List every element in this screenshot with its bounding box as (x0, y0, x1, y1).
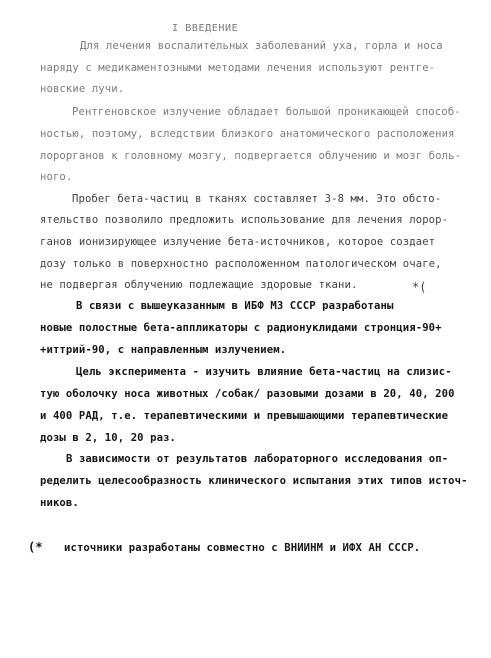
paragraph-2-line-1: Рентгеновское излучение обладает большой проникающей способ- (72, 106, 461, 118)
paragraph-3-line-2: ятельство позволило предложить использование для лечения лорор- (40, 214, 449, 226)
paragraph-1-line-2: наряду с медикаментозными методами лечения используют рентге- (40, 62, 436, 74)
paragraph-1-line-3: новские лучи. (40, 83, 125, 95)
paragraph-3-line-5: не подвергая облучению подлежащие здоровые ткани. (40, 279, 358, 291)
paragraph-1-line-1: Для лечения воспалительных заболеваний уха, горла и носа (80, 40, 443, 52)
paragraph-5-line-1: Цель эксперимента - изучить влияние бета-частиц на слизис- (76, 366, 452, 378)
paragraph-4-line-1: В связи с вышеуказанным в ИБФ МЗ СССР разработаны (76, 300, 394, 312)
paragraph-3-line-3: ганов ионизирующее излучение бета-источников, которое создает (40, 236, 436, 248)
paragraph-6-line-3: ников. (40, 497, 79, 509)
paragraph-5-line-4: дозы в 2, 10, 20 раз. (40, 432, 177, 444)
footnote-reference-mark: *( (412, 280, 427, 294)
paragraph-5-line-2: тую оболочку носа животных /собак/ разовыми дозами в 20, 40, 200 (40, 388, 455, 400)
paragraph-2-line-2: ностью, поэтому, вследствии близкого анатомического расположения (40, 128, 455, 140)
section-heading: I ВВЕДЕНИЕ (172, 23, 239, 34)
footnote-marker: (* (28, 540, 43, 554)
paragraph-2-line-4: ного. (40, 171, 73, 183)
paragraph-4-line-2: новые полостные бета-аппликаторы с радионуклидами стронция-90+ (40, 322, 442, 334)
footnote-text: источники разработаны совместно с ВНИИНМ и ИФХ АН СССР. (64, 542, 421, 554)
paragraph-6-line-1: В зависимости от результатов лабораторного исследования оп- (66, 453, 449, 465)
paragraph-4-line-3: +иттрий-90, с направленным излучением. (40, 344, 287, 356)
paragraph-3-line-1: Пробег бета-частиц в тканях составляет 3-8 мм. Это обсто- (72, 193, 442, 205)
paragraph-3-line-4: дозу только в поверхностно расположенном патологическом очаге, (40, 258, 442, 270)
paragraph-6-line-2: ределить целесообразность клинического испытания этих типов источ- (40, 475, 468, 487)
paragraph-2-line-3: лорорганов к головному мозгу, подвергается облучению и мозг боль- (40, 150, 462, 162)
paragraph-5-line-3: и 400 РАД, т.е. терапевтическими и превышающими терапевтические (40, 410, 449, 422)
